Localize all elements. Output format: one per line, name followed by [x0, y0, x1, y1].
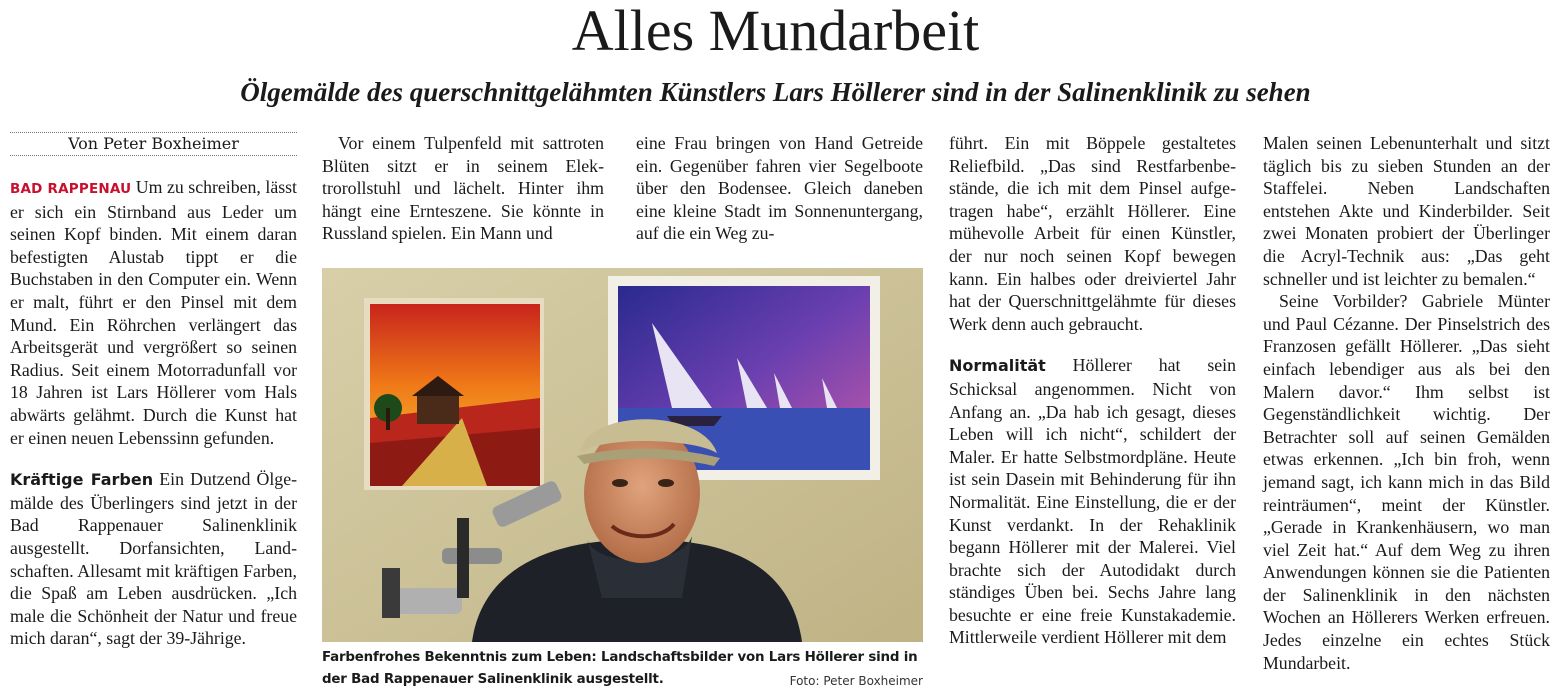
photo-credit: Foto: Peter Boxheimer — [789, 674, 923, 688]
paragraph: eine Frau bringen von Hand Getreide ein. Gegenüber fahren vier Segelboote über den Bodensee. Gleich daneben eine kleine Stadt im Sonnenuntergang, auf die ein Weg zu- — [636, 133, 923, 244]
photo-caption: Farbenfrohes Bekenntnis zum Leben: Landschaftsbilder von Lars Höllerer sind in der Bad Rappenauer Salinenklinik ausgestellt. — [322, 650, 918, 687]
paragraph-text: Höllerer hat sein Schicksal angenommen. Nicht von Anfang an. „Da hab ich gesagt, dieses Leben will ich nicht“, schildert der Maler. Er hatte Selbstmordpläne. Heute ist sein Dasein mit Behinderung für ihn Normalität. Eine Einstellung, die er der Kunst verdankt. In der Rehaklinik begann Höllerer mit der Malerei. Viel brachte sich der Autodidakt durch ständiges Üben bei. Sechs Jahre lang besuchte er eine freie Kunstakademie. Mittlerweile verdient Höllerer mit dem — [949, 355, 1236, 648]
column-5 — [1263, 132, 1550, 674]
paragraph: führt. Ein mit Böppele gestaltetes Reliefbild. „Das sind Restfarbenbestände, die ich mit dem Pinsel aufgetragen habe“, erzählt Höllerer. Eine mühevolle Arbeit für einen Künstler, der nur noch seinen Kopf bewegen kann. Ein halbes oder dreiviertel Jahr hat der Querschnittgelähmte für dieses Werk denn auch gebraucht. — [949, 133, 1236, 334]
section-subheading: Normalität — [949, 356, 1046, 376]
column-2 — [322, 132, 604, 245]
paragraph: Vor einem Tulpenfeld mit sattroten Blüten sitzt er in seinem Elektrorollstuhl und lächelt. Hinter ihm hängt eine Ernteszene. Sie könnte in Russland spielen. Ein Mann und — [322, 133, 604, 244]
paragraph — [10, 468, 297, 650]
article-photo — [322, 268, 923, 642]
headline: Alles Mundarbeit — [571, 0, 980, 63]
subheadline: Ölgemälde des querschnittgelähmten Künstlers Lars Höllerer sind in der Salinenklinik zu sehen — [240, 77, 1311, 107]
paragraph-text: Ein Dutzend Ölgemälde des Überlingers sind jetzt in der Bad Rappenauer Salinenklinik ausgestellt. Dorfansichten, Landschaften. Allesamt mit kräftigen Farben, die Spaß am Leben ausdrücken. „Ich male die Schönheit der Natur und freue mich daran“, sagt der 39-Jährige. — [10, 469, 298, 649]
paragraph: Malen seinen Lebenunterhalt und sitzt täglich bis zu sieben Stunden an der Staffelei. Neben Landschaften entstehen Akte und Kinderbilder. Seit zwei Monaten probiert der Überlinger die Acryl-Technik aus: „Das geht schneller und ist leichter zu bemalen.“ — [1263, 133, 1550, 289]
byline: Von Peter Boxheimer — [10, 132, 297, 156]
painting-sunset-icon — [364, 298, 544, 490]
paragraph: Seine Vorbilder? Gabriele Münter und Paul Cézanne. Der Pinselstrich des Franzosen gefällt Höllerer. „Das sieht einfach lebendiger aus als bei den Malern davor.“ Ihm selbst ist Gegenständlichkeit wichtig. Der Betrachter soll auf seinen Gemälden etwas erkennen. „Ich bin froh, wenn jemand sagt, ich kann mich in das Bild reinträumen“, meint der Künstler. „Gerade in Krankenhäusern, wo man viel Zeit hat.“ Auf dem Weg zu ihren Anwendungen können sie die Patienten der Salinenklinik in den nächsten Wochen an Höllerers Werken erfreuen. Jedes einzelne ein echtes Stück Mundarbeit. — [1263, 291, 1550, 673]
column-3 — [636, 132, 923, 245]
dateline: BAD RAPPENAU — [10, 181, 132, 197]
section-subheading: Kräftige Farben — [10, 470, 154, 490]
column-4 — [949, 132, 1236, 649]
paragraph-text: Um zu schreiben, lässt er sich ein Stirnband aus Leder um seinen Kopf binden. Mit einem daran befestigten Alustab tippt er die Buchstaben in den Computer ein. Wenn er malt, führt er den Pinsel mit dem Mund. Ein Röhrchen verlängert das Arbeitsgerät und vergrößert so seinen Radius. Seit einem Motorradunfall vor 18 Jahren ist Lars Höllerer vom Hals abwärts gelähmt. Durch die Kunst hat er einen neuen Lebenssinn gefunden. — [10, 177, 297, 448]
paragraph — [949, 354, 1236, 649]
paragraph — [10, 176, 297, 449]
column-1 — [10, 132, 297, 650]
